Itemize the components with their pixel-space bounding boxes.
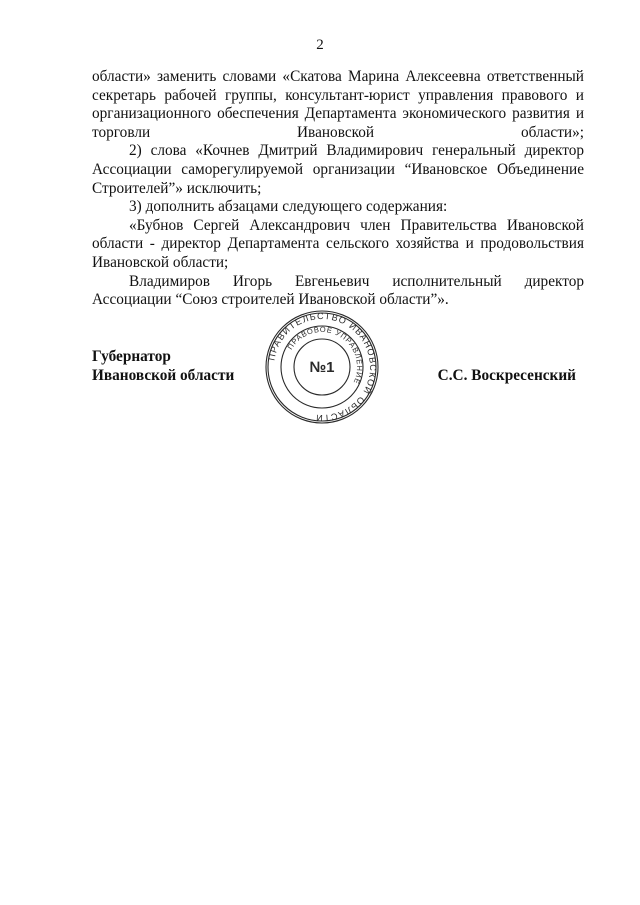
paragraph-item-2: 2) слова «Кочнев Дмитрий Владимирович генеральный директор Ассоциации саморегулируемой организации “Ивановское Объединение Строителей”» исключить; (92, 142, 584, 197)
paragraph-new-member-2: Владимиров Игорь Евгеньевич исполнительный директор Ассоциации “Союз строителей Ивановской области”». (92, 272, 584, 309)
seal-center-number: №1 (309, 359, 335, 376)
seal-outer-text: ПРАВИТЕЛЬСТВО ИВАНОВСКОЙ ОБЛАСТИ (266, 310, 379, 424)
governor-title-line1: Губернатор (92, 348, 171, 365)
governor-name: С.С. Воскресенский (437, 367, 576, 384)
document-body (92, 68, 584, 310)
signature-block (92, 310, 584, 465)
official-seal-stamp (264, 309, 380, 425)
paragraph-continuation: области» заменить словами «Скатова Марина Алексеевна ответственный секретарь рабочей группы, консультант-юрист управления правового и организационного обеспечения Департамента экономического развития и торговли Ивановской области»; (92, 68, 584, 141)
paragraph-new-member-1: «Бубнов Сергей Александрович член Правительства Ивановской области - директор Департамента сельского хозяйства и продовольствия Ивановской области; (92, 216, 584, 271)
paragraph-item-3: 3) дополнить абзацами следующего содержания: (129, 198, 448, 216)
seal-inner-text: ПРАВОВОЕ УПРАВЛЕНИЕ (285, 324, 365, 386)
governor-title-line2: Ивановской области (92, 367, 235, 384)
page-number: 2 (316, 37, 324, 53)
svg-text:ПРАВОВОЕ УПРАВЛЕНИЕ (285, 325, 364, 386)
governor-title (92, 347, 234, 385)
